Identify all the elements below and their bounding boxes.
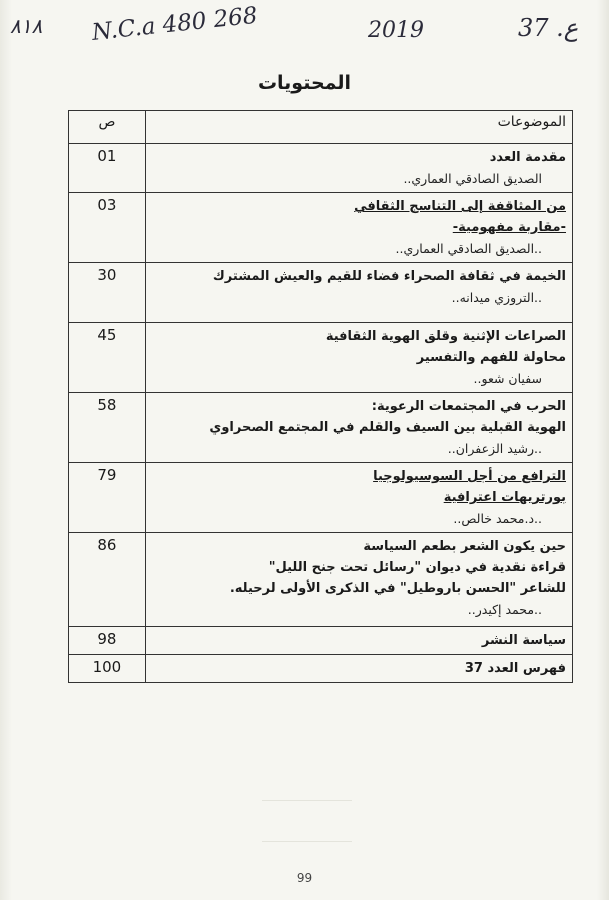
entry-page-number: 45 [69,323,146,393]
entry-subject [145,627,572,655]
entry-title: بورتريهات اعترافية [443,490,566,505]
entry-title: سياسة النشر [481,633,566,648]
entry-subject [145,463,572,533]
table-row [69,144,573,193]
entry-page-number: 03 [69,193,146,263]
entry-author: ..د.محمد خالص.. [453,511,542,526]
entry-title: الترافع من أجل السوسيولوجيا [373,469,566,484]
entry-title: الحرب في المجتمعات الرعوية: [371,399,566,414]
handwritten-issue: ع. 37 [518,14,579,42]
entry-subject [145,655,572,683]
header-subject: الموضوعات [145,111,572,144]
entry-page-number: 30 [69,263,146,323]
table-row [69,323,573,393]
entry-title: -مقاربة مفهومية- [452,220,566,235]
faint-stamp [262,800,352,842]
entry-title: الخيمة في ثقافة الصحراء فضاء للقيم والعيش المشترك [212,269,566,284]
page-number: 99 [296,871,313,885]
entry-author: سفيان شعو.. [473,371,542,386]
handwritten-year: 2019 [368,18,424,43]
entry-subject [145,533,572,627]
contents-table [68,110,573,683]
entry-subject [145,393,572,463]
table-row [69,193,573,263]
entry-title: للشاعر "الحسن باروطيل" في الذكرى الأولى لرحيله. [229,581,566,596]
entry-title: محاولة للفهم والتفسير [416,350,566,365]
table-row [69,463,573,533]
entry-page-number: 01 [69,144,146,193]
entry-subject [145,263,572,323]
entry-title: مقدمة العدد [489,150,566,165]
handwritten-catalog-number: N.C.a 480 268 [90,2,259,46]
table-header-row [69,111,573,144]
entry-author: ..التروزي ميدانه.. [451,290,542,305]
entry-author: ..محمد إكيدر.. [467,602,542,617]
entry-page-number: 98 [69,627,146,655]
entry-subject [145,193,572,263]
entry-title: الصراعات الإثنية وقلق الهوية الثقافية [325,329,566,344]
entry-page-number: 58 [69,393,146,463]
entry-subject [145,144,572,193]
entry-author: الصديق الصادقي العماري.. [403,171,542,186]
table-row [69,533,573,627]
entry-title: من المثاقفة إلى التناسج الثقافي [354,199,566,214]
entry-page-number: 86 [69,533,146,627]
page-title: المحتويات [257,72,352,94]
entry-subject [145,323,572,393]
entry-page-number: 100 [69,655,146,683]
table-row [69,393,573,463]
table-row [69,263,573,323]
entry-page-number: 79 [69,463,146,533]
entry-title: الهوية القبلية بين السيف والقلم في المجتمع الصحراوي [209,420,566,435]
entry-title: حين يكون الشعر بطعم السياسة [363,539,566,554]
table-row [69,627,573,655]
entry-author: ..رشيد الزعفران.. [447,441,542,456]
entry-title: فهرس العدد 37 [464,661,566,676]
table-row [69,655,573,683]
handwritten-mark: ٨١٨ [10,14,43,38]
header-page: ص [69,111,146,144]
entry-title: قراءة نقدية في ديوان "رسائل تحت جنح الليل" [268,560,566,575]
entry-author: ..الصديق الصادقي العماري.. [395,241,542,256]
